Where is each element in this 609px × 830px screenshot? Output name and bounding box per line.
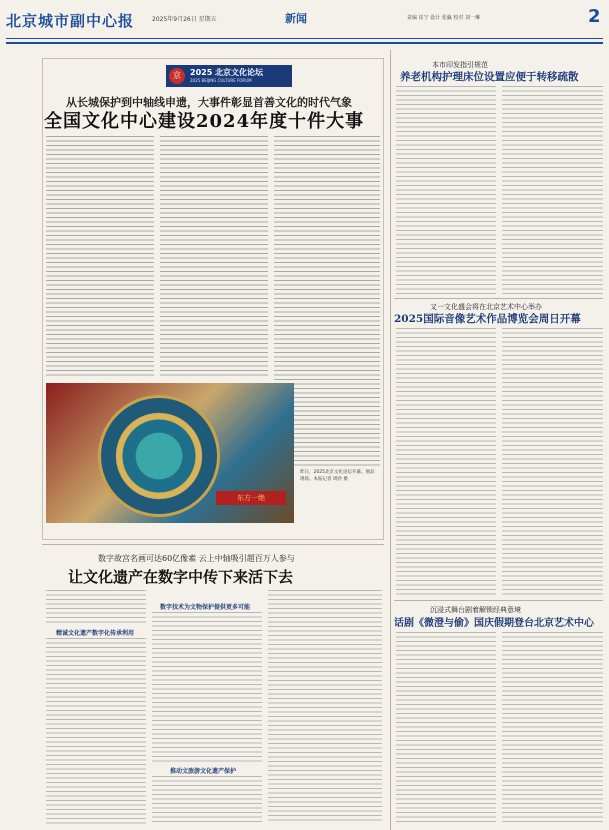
section-title: 新闻 [285, 12, 307, 25]
lead-body-col-1 [46, 136, 154, 378]
right-story-3-col-1 [396, 632, 496, 824]
bottom-story-kicker: 数字故宫名画可达60亿像素 云上中轴吸引超百万人参与 [98, 554, 295, 563]
right-story-1-col-1 [396, 86, 496, 294]
bottom-divider [42, 544, 384, 545]
right-story-3-headline: 话剧《微澄与偷》国庆假期登台北京艺术中心 [394, 618, 594, 629]
bottom-subhead-2: 数字技术为文物保护提供更多可能 [160, 604, 251, 611]
right-story-2-headline: 2025国际音像艺术作品博览会周日开幕 [394, 313, 581, 325]
bottom-story-headline: 让文化遗产在数字中传下来活下去 [68, 568, 294, 586]
cloisonne-plate-image [98, 395, 220, 517]
issue-date: 2025年9月26日 星期五 [152, 16, 217, 23]
right-story-2-col-1 [396, 328, 496, 598]
lead-photo [46, 383, 294, 523]
right-story-2-kicker: 又一文化盛会将在北京艺术中心举办 [430, 303, 542, 311]
lead-headline: 全国文化中心建设2024年度十件大事 [44, 111, 365, 132]
bottom-body-col-2 [152, 612, 262, 762]
right-story-3-kicker: 沉浸式舞台剧着解锁经典意境 [430, 606, 521, 614]
bottom-subhead-1: 精诚文化遗产数字化传承利用 [56, 630, 135, 637]
masthead-rule [6, 38, 603, 39]
editor-credits: 责编 崔宁 设计 张瀛 校对 刘一琳 [407, 15, 480, 21]
right-divider-1 [394, 298, 603, 299]
bottom-body-col-1 [46, 590, 146, 624]
page-number: 2 [588, 6, 601, 27]
bottom-body-col-1b [46, 638, 146, 824]
right-story-1-col-2 [502, 86, 603, 294]
bottom-subhead-3: 推动文旅游文化遗产保护 [170, 768, 237, 775]
right-story-3-col-2 [502, 632, 603, 824]
column-divider [390, 50, 391, 830]
masthead-rule-thick [6, 42, 603, 44]
paper-name: 北京城市副中心报 [6, 12, 135, 30]
right-story-1-kicker: 本市印发指引规范 [432, 61, 488, 69]
right-story-1-headline: 养老机构护理床位设置应便于转移疏散 [400, 71, 579, 83]
photo-caption: 昨日，2025北京文化论坛开幕。展品现场。本报记者 周欣 摄 [300, 470, 375, 482]
forum-title: 2025 北京文化论坛 [190, 68, 264, 77]
forum-banner [166, 65, 292, 87]
right-divider-2 [394, 600, 603, 601]
right-story-2-col-2 [502, 328, 603, 598]
forum-subtitle: 2025 BEIJING CULTURE FORUM [190, 78, 252, 83]
forum-logo-icon: 京 [169, 68, 185, 84]
lead-body-col-2 [160, 136, 268, 378]
masthead [0, 0, 609, 46]
lead-kicker: 从长城保护到中轴线申遗，大事件彰显首善文化的时代气象 [66, 96, 352, 109]
photo-exhibit-label: 东方一绝 [216, 491, 286, 505]
bottom-body-col-3 [268, 590, 382, 824]
bottom-body-col-2b [152, 776, 262, 824]
